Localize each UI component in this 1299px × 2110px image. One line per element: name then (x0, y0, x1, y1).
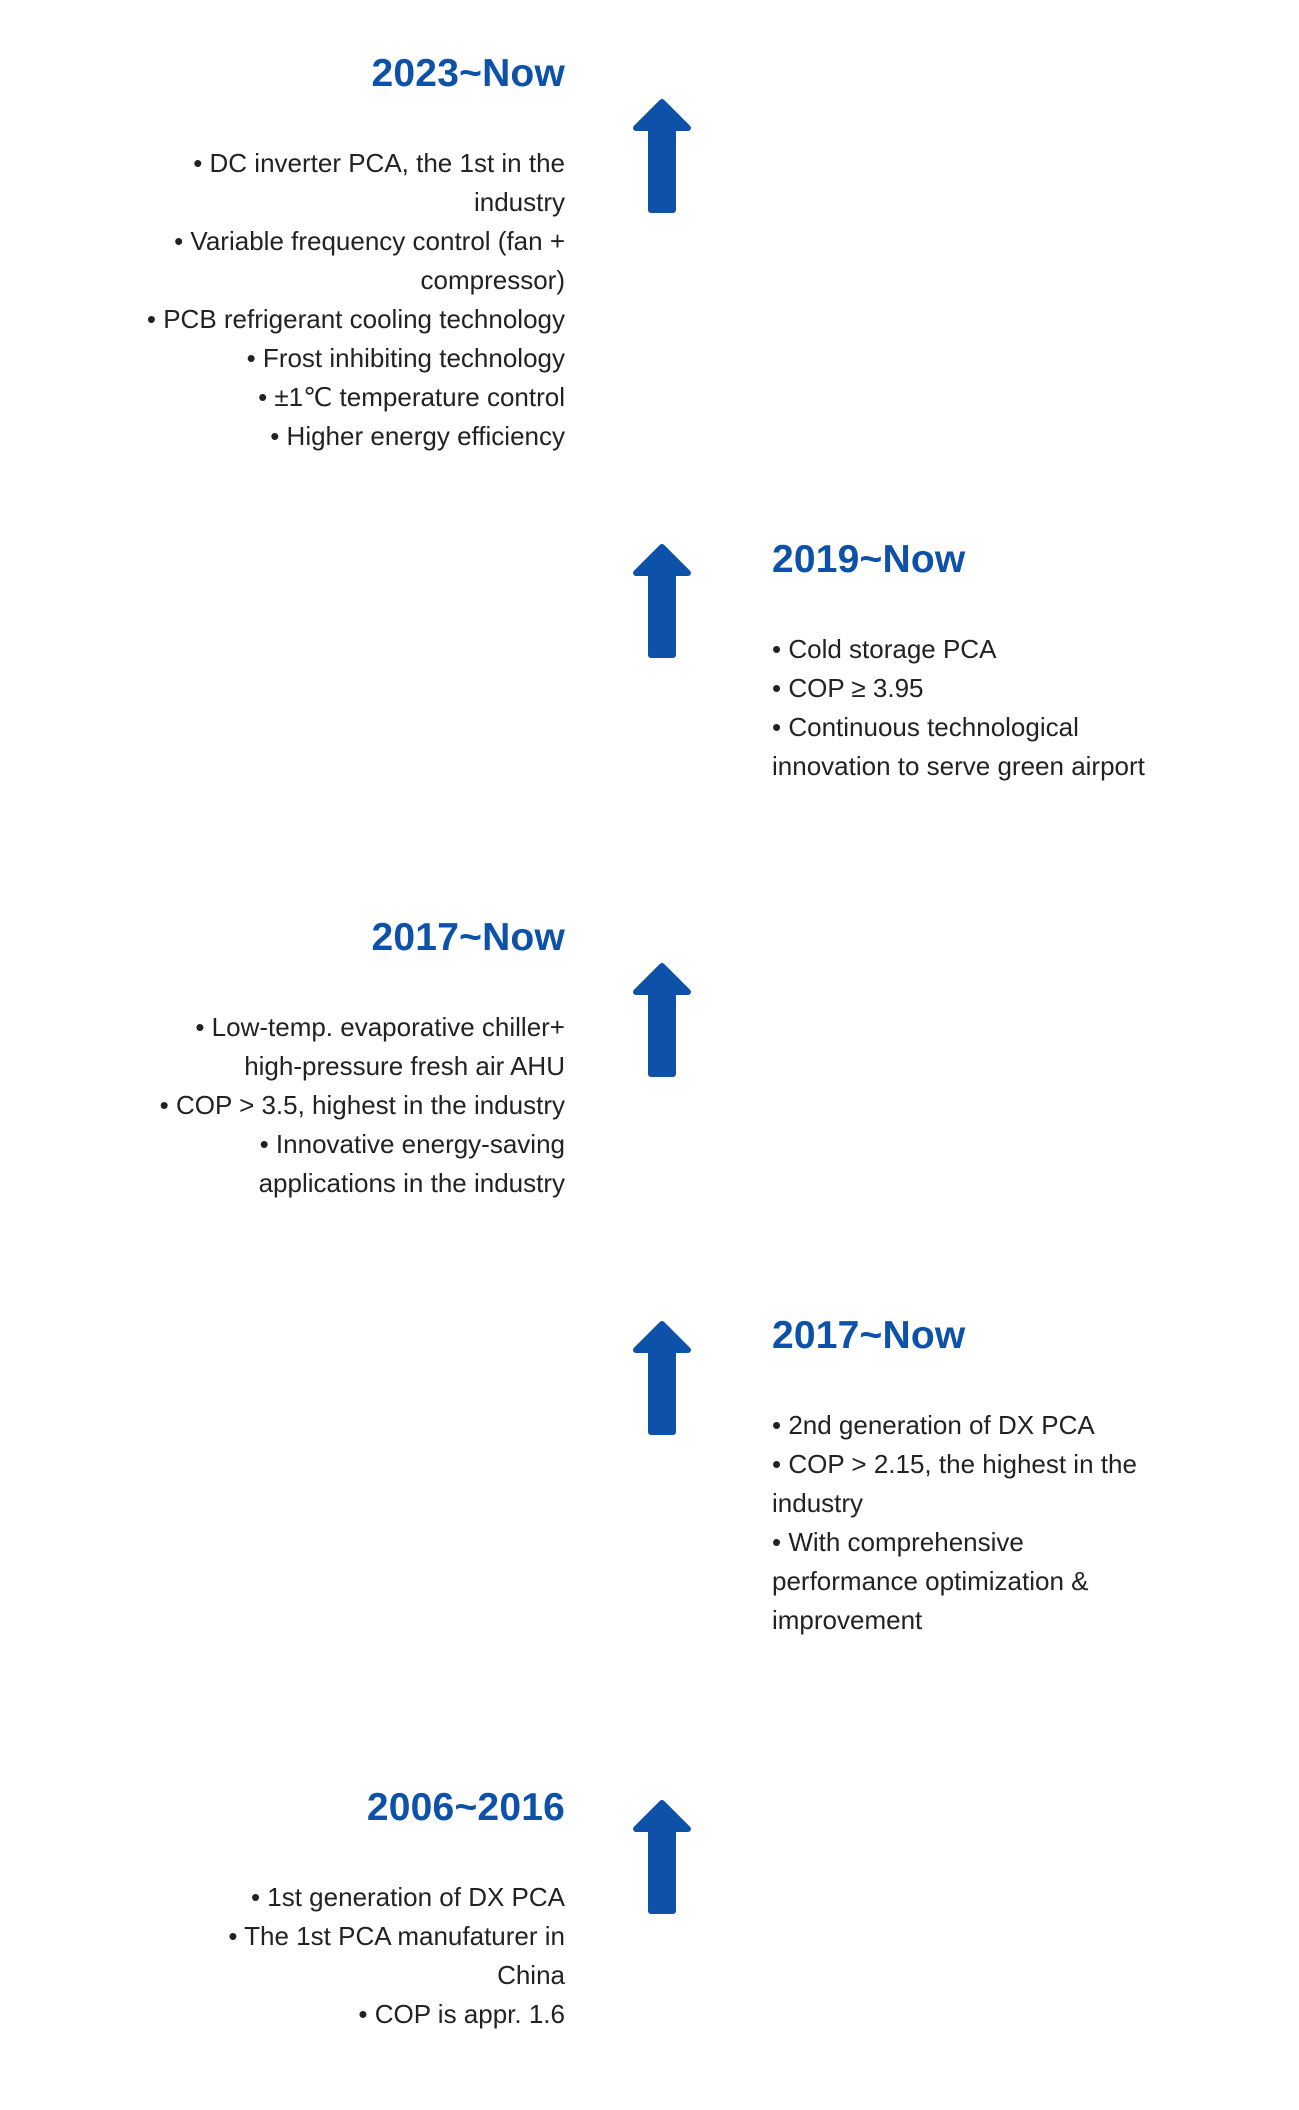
milestone-point: • The 1st PCA manufaturer in (228, 1921, 565, 1951)
milestone-point: • 1st generation of DX PCA (250, 1882, 565, 1912)
milestone-point: innovation to serve green airport (772, 751, 1145, 781)
up-arrow-icon (632, 962, 692, 1080)
milestone-point: • 2nd generation of DX PCA (772, 1410, 1095, 1440)
milestone-points (772, 630, 1212, 786)
milestone-point: • With comprehensive (772, 1527, 1024, 1557)
milestone-point: • Frost inhibiting technology (246, 343, 565, 373)
milestone-2006-2016 (0, 1788, 565, 2034)
milestone-2017-now-dx-pca (772, 1316, 1212, 1640)
milestone-point: • COP > 3.5, highest in the industry (159, 1090, 565, 1120)
up-arrow-icon (632, 543, 692, 661)
milestone-2019-now (772, 540, 1212, 786)
milestone-point: • COP ≥ 3.95 (772, 673, 924, 703)
up-arrow-icon (632, 1799, 692, 1917)
milestone-point: • Variable frequency control (fan + (174, 226, 565, 256)
up-arrow-icon (632, 98, 692, 216)
milestone-point: • COP > 2.15, the highest in the (772, 1449, 1137, 1479)
milestone-point: China (497, 1960, 565, 1990)
milestone-point: • Low-temp. evaporative chiller+ (195, 1012, 565, 1042)
milestone-period: 2006~2016 (366, 1786, 565, 1829)
milestone-point: • COP is appr. 1.6 (358, 1999, 565, 2029)
milestone-point: • ±1℃ temperature control (258, 382, 565, 412)
milestone-point: industry (473, 187, 565, 217)
milestone-point: • Cold storage PCA (772, 634, 997, 664)
milestone-points (0, 1878, 565, 2034)
milestone-point: applications in the industry (258, 1168, 565, 1198)
milestone-point: high-pressure fresh air AHU (244, 1051, 565, 1081)
milestone-period: 2017~Now (772, 1314, 966, 1357)
up-arrow-icon (632, 1320, 692, 1438)
milestone-points (772, 1406, 1212, 1640)
milestone-point: • Higher energy efficiency (270, 421, 565, 451)
milestone-point: • Innovative energy-saving (259, 1129, 565, 1159)
milestone-point: industry (772, 1488, 864, 1518)
milestone-points (0, 144, 565, 456)
milestone-period: 2019~Now (772, 538, 966, 581)
milestone-point: improvement (772, 1605, 923, 1635)
milestone-point: performance optimization & (772, 1566, 1089, 1596)
milestone-2017-now-chiller (0, 918, 565, 1203)
milestone-period: 2023~Now (371, 52, 565, 95)
milestone-points (0, 1008, 565, 1203)
milestone-point: • Continuous technological (772, 712, 1079, 742)
milestone-point: • DC inverter PCA, the 1st in the (193, 148, 565, 178)
milestone-point: compressor) (420, 265, 565, 295)
milestone-2023-now (0, 54, 565, 456)
milestone-period: 2017~Now (371, 916, 565, 959)
milestone-point: • PCB refrigerant cooling technology (146, 304, 565, 334)
